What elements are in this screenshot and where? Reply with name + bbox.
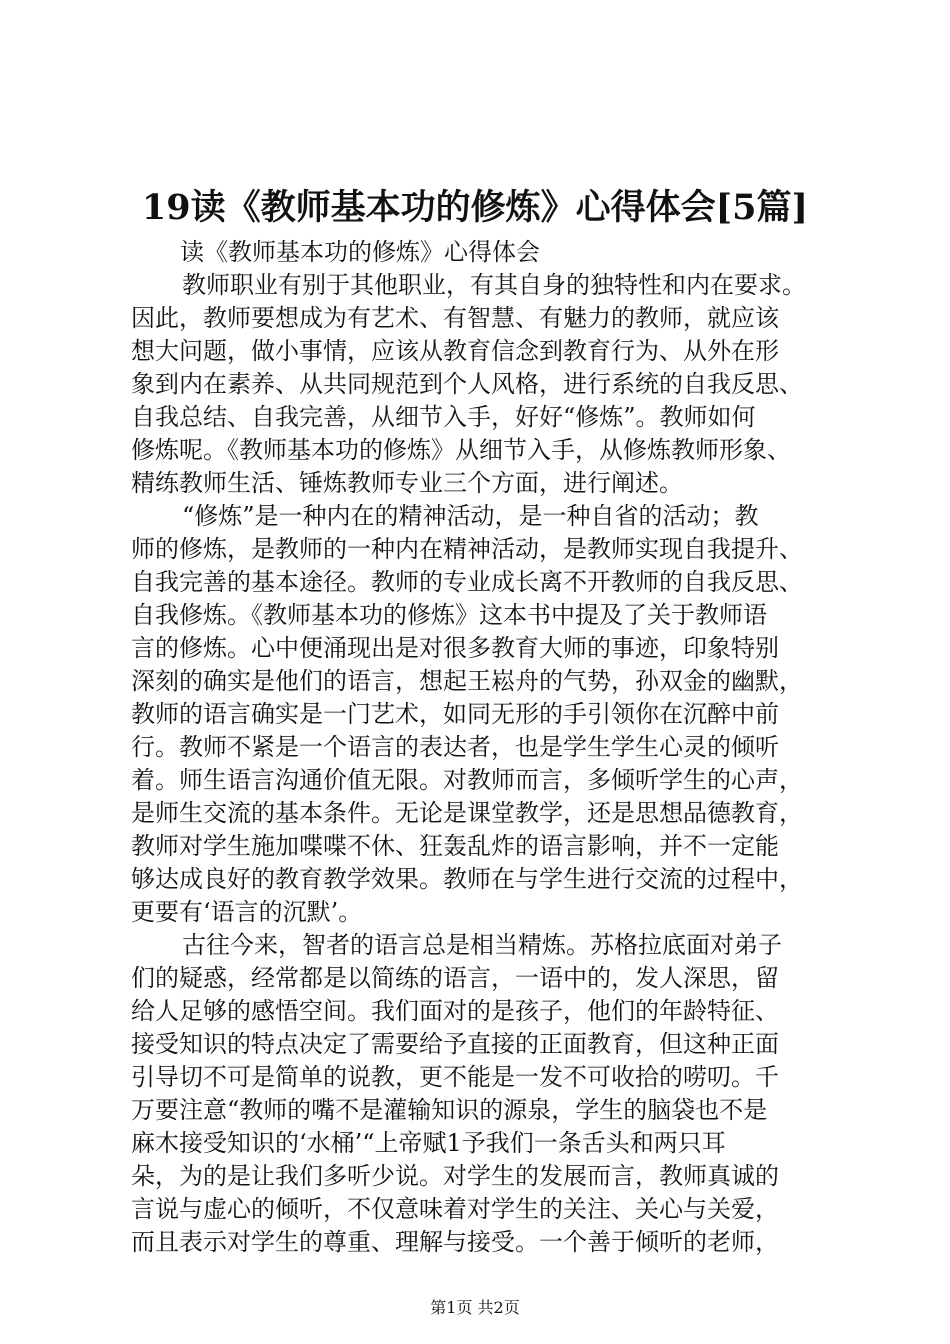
text-line: 而且表示对学生的尊重、理解与接受。一个善于倾听的老师， (131, 1228, 779, 1256)
text-line: 修炼呢。《教师基本功的修炼》从细节入手，从修炼教师形象、 (131, 436, 791, 464)
text-line: 朵，为的是让我们多听少说。对学生的发展而言，教师真诚的 (131, 1162, 779, 1190)
text-line: 因此，教师要想成为有艺术、有智慧、有魅力的教师，就应该 (131, 304, 779, 332)
text-line: 给人足够的感悟空间。我们面对的是孩子，他们的年龄特征、 (131, 997, 779, 1025)
document-title: 19读《教师基本功的修炼》心得体会[5篇] (141, 187, 809, 228)
text-line: 自我修炼。《教师基本功的修炼》这本书中提及了关于教师语 (131, 601, 767, 629)
text-line: 够达成良好的教育教学效果。教师在与学生进行交流的过程中， (131, 865, 803, 893)
text-line: 想大问题，做小事情，应该从教育信念到教育行为、从外在形 (131, 337, 779, 365)
text-line: 引导切不可是简单的说教，更不能是一发不可收拾的唠叨。千 (131, 1063, 779, 1091)
text-line: 行。教师不紧是一个语言的表达者，也是学生学生心灵的倾听 (131, 733, 779, 761)
text-line: 更要有‘语言的沉默’。 (131, 898, 363, 926)
text-line: 是师生交流的基本条件。无论是课堂教学，还是思想品德教育， (131, 799, 803, 827)
text-line: 教师职业有别于其他职业，有其自身的独特性和内在要求。 (182, 271, 806, 299)
text-line: 教师对学生施加喋喋不休、狂轰乱炸的语言影响，并不一定能 (131, 832, 779, 860)
page-number-footer: 第1页 共2页 (430, 1298, 520, 1317)
text-line: 师的修炼，是教师的一种内在精神活动，是教师实现自我提升、 (131, 535, 803, 563)
text-line: 着。师生语言沟通价值无限。对教师而言，多倾听学生的心声， (131, 766, 803, 794)
text-line: 古往今来，智者的语言总是相当精炼。苏格拉底面对弟子 (182, 931, 782, 959)
text-line: “修炼”是一种内在的精神活动，是一种自省的活动；教 (182, 502, 759, 530)
text-line: 麻木接受知识的‘水桶’“上帝赋1予我们一条舌头和两只耳 (131, 1129, 726, 1157)
text-line: 言说与虚心的倾听，不仅意味着对学生的关注、关心与关爱， (131, 1195, 779, 1223)
text-line: 自我总结、自我完善，从细节入手，好好“修炼”。教师如何 (131, 403, 756, 431)
text-line: 教师的语言确实是一门艺术，如同无形的手引领你在沉醉中前 (131, 700, 779, 728)
text-line: 们的疑惑，经常都是以简练的语言，一语中的，发人深思，留 (131, 964, 779, 992)
text-line: 象到内在素养、从共同规范到个人风格，进行系统的自我反思、 (131, 370, 803, 398)
text-line: 言的修炼。心中便涌现出是对很多教育大师的事迹，印象特别 (131, 634, 779, 662)
document-subtitle: 读《教师基本功的修炼》心得体会 (180, 238, 540, 266)
text-line: 自我完善的基本途径。教师的专业成长离不开教师的自我反思、 (131, 568, 803, 596)
text-line: 接受知识的特点决定了需要给予直接的正面教育，但这种正面 (131, 1030, 779, 1058)
text-line: 深刻的确实是他们的语言，想起王崧舟的气势，孙双金的幽默， (131, 667, 803, 695)
text-line: 精练教师生活、锤炼教师专业三个方面，进行阐述。 (131, 469, 683, 497)
text-line: 万要注意“教师的嘴不是灌输知识的源泉，学生的脑袋也不是 (131, 1096, 768, 1124)
